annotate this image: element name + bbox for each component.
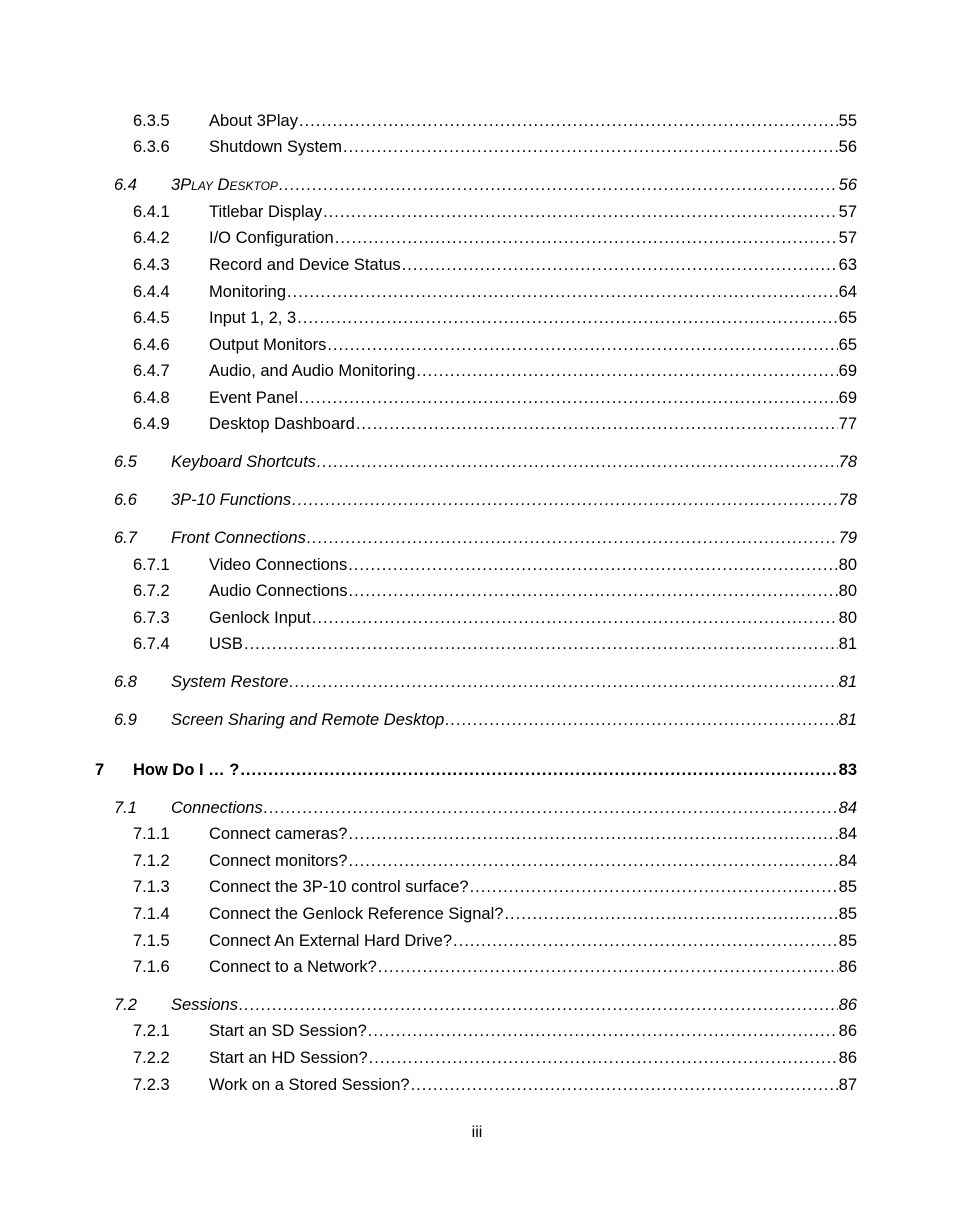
toc-entry-page: 80 bbox=[838, 556, 857, 574]
toc-entry-page: 56 bbox=[838, 176, 857, 194]
dot-leader bbox=[343, 137, 838, 157]
toc-entry-title: Start an SD Session? bbox=[209, 1022, 367, 1040]
toc-entry[interactable] bbox=[133, 335, 857, 355]
toc-entry-number: 6.4 bbox=[114, 176, 137, 194]
dot-leader bbox=[292, 490, 837, 510]
dot-leader bbox=[299, 111, 838, 131]
toc-entry-page: 65 bbox=[838, 336, 857, 354]
toc-entry-page: 65 bbox=[838, 309, 857, 327]
toc-entry[interactable] bbox=[133, 1021, 857, 1041]
toc-entry-number: 7.2.1 bbox=[133, 1022, 170, 1040]
toc-entry-page: 55 bbox=[838, 112, 857, 130]
toc-entry[interactable] bbox=[133, 137, 857, 157]
toc-entry-title: Event Panel bbox=[209, 389, 298, 407]
dot-leader bbox=[287, 282, 838, 302]
toc-entry-title: Audio, and Audio Monitoring bbox=[209, 362, 416, 380]
toc-entry[interactable] bbox=[133, 581, 857, 601]
toc-entry-title: USB bbox=[209, 635, 243, 653]
toc-entry-number: 6.3.5 bbox=[133, 112, 170, 130]
toc-entry[interactable] bbox=[114, 490, 857, 510]
toc-entry[interactable] bbox=[114, 672, 857, 692]
toc-entry-page: 84 bbox=[838, 852, 857, 870]
dot-leader bbox=[299, 388, 838, 408]
toc-entry-page: 85 bbox=[838, 905, 857, 923]
page-number: iii bbox=[471, 1124, 483, 1141]
dot-leader bbox=[445, 710, 837, 730]
toc-entry-number: 6.8 bbox=[114, 673, 137, 691]
toc-entry-title: Desktop Dashboard bbox=[209, 415, 355, 433]
toc-entry[interactable] bbox=[114, 175, 857, 195]
dot-leader bbox=[323, 202, 838, 222]
toc-entry[interactable] bbox=[133, 957, 857, 977]
toc-entry-number: 6.6 bbox=[114, 491, 137, 509]
toc-entry[interactable] bbox=[114, 995, 857, 1015]
toc-entry-title: Connect monitors? bbox=[209, 852, 348, 870]
toc-entry[interactable] bbox=[133, 361, 857, 381]
toc-entry-page: 69 bbox=[838, 362, 857, 380]
dot-leader bbox=[297, 308, 837, 328]
toc-entry-page: 78 bbox=[838, 453, 857, 471]
toc-entry-page: 79 bbox=[838, 529, 857, 547]
toc-entry-title: About 3Play bbox=[209, 112, 298, 130]
toc-entry-title: 3Play Desktop bbox=[171, 176, 278, 194]
toc-entry-title: 3P-10 Functions bbox=[171, 491, 292, 509]
toc-entry-page: 85 bbox=[838, 878, 857, 896]
toc-entry-title: Work on a Stored Session? bbox=[209, 1076, 410, 1094]
toc-entry[interactable] bbox=[133, 634, 857, 654]
toc-entry-number: 7.2.2 bbox=[133, 1049, 170, 1067]
toc-entry-title: Titlebar Display bbox=[209, 203, 323, 221]
toc-entry-title: Connect cameras? bbox=[209, 825, 348, 843]
toc-entry-number: 6.7.3 bbox=[133, 609, 170, 627]
toc-entry-page: 86 bbox=[838, 958, 857, 976]
dot-leader bbox=[349, 581, 838, 601]
toc-entry-number: 7.2 bbox=[114, 996, 137, 1014]
toc-entry-title: Connect the 3P-10 control surface? bbox=[209, 878, 469, 896]
toc-entry-page: 86 bbox=[838, 1049, 857, 1067]
toc-entry-number: 7 bbox=[95, 761, 105, 779]
toc-entry-title: Connect An External Hard Drive? bbox=[209, 932, 453, 950]
dot-leader bbox=[239, 995, 838, 1015]
toc-entry[interactable] bbox=[133, 877, 857, 897]
toc-entry-page: 81 bbox=[838, 673, 857, 691]
toc-entry-page: 56 bbox=[838, 138, 857, 156]
toc-entry-title: I/O Configuration bbox=[209, 229, 334, 247]
toc-entry-page: 57 bbox=[838, 229, 857, 247]
dot-leader bbox=[289, 672, 837, 692]
dot-leader bbox=[416, 361, 837, 381]
toc-entry[interactable] bbox=[133, 904, 857, 924]
toc-entry-page: 83 bbox=[838, 761, 857, 779]
toc-entry-number: 6.7.4 bbox=[133, 635, 170, 653]
toc-entry-number: 7.1.5 bbox=[133, 932, 170, 950]
toc-entry-title: Connect the Genlock Reference Signal? bbox=[209, 905, 504, 923]
toc-entry[interactable] bbox=[133, 111, 857, 131]
toc-entry-page: 77 bbox=[838, 415, 857, 433]
toc-entry-page: 86 bbox=[838, 996, 857, 1014]
toc-entry-page: 84 bbox=[838, 799, 857, 817]
dot-leader bbox=[307, 528, 838, 548]
dot-leader bbox=[244, 634, 838, 654]
toc-entry-title: System Restore bbox=[171, 673, 289, 691]
toc-entry-page: 87 bbox=[838, 1076, 857, 1094]
toc-entry-number: 6.7.2 bbox=[133, 582, 170, 600]
dot-leader bbox=[411, 1075, 838, 1095]
toc-entry[interactable] bbox=[133, 228, 857, 248]
toc-entry-number: 6.4.8 bbox=[133, 389, 170, 407]
toc-entry[interactable] bbox=[133, 414, 857, 434]
toc-entry-number: 7.1.3 bbox=[133, 878, 170, 896]
toc-entry[interactable] bbox=[133, 308, 857, 328]
toc-entry-number: 7.1.2 bbox=[133, 852, 170, 870]
dot-leader bbox=[349, 824, 838, 844]
toc-entry[interactable] bbox=[114, 798, 857, 818]
toc-entry-number: 7.1.1 bbox=[133, 825, 170, 843]
toc-entry-page: 84 bbox=[838, 825, 857, 843]
toc-entry-title: Video Connections bbox=[209, 556, 348, 574]
toc-entry[interactable] bbox=[133, 931, 857, 951]
toc-entry-title: Sessions bbox=[171, 996, 238, 1014]
dot-leader bbox=[453, 931, 838, 951]
toc-entry-page: 80 bbox=[838, 582, 857, 600]
toc-entry-page: 63 bbox=[838, 256, 857, 274]
dot-leader bbox=[378, 957, 838, 977]
toc-entry-number: 6.7 bbox=[114, 529, 137, 547]
toc-entry[interactable] bbox=[133, 851, 857, 871]
dot-leader bbox=[327, 335, 837, 355]
toc-entry-number: 6.3.6 bbox=[133, 138, 170, 156]
toc-entry-number: 7.2.3 bbox=[133, 1076, 170, 1094]
toc-entry-page: 86 bbox=[838, 1022, 857, 1040]
toc-entry-title: Audio Connections bbox=[209, 582, 348, 600]
toc-entry[interactable] bbox=[133, 555, 857, 575]
toc-entry-number: 6.7.1 bbox=[133, 556, 170, 574]
dot-leader bbox=[240, 760, 837, 780]
dot-leader bbox=[504, 904, 837, 924]
toc-entry[interactable] bbox=[133, 1075, 857, 1095]
toc-entry[interactable] bbox=[133, 608, 857, 628]
dot-leader bbox=[356, 414, 838, 434]
toc-entry[interactable] bbox=[95, 760, 857, 780]
toc-entry-page: 69 bbox=[838, 389, 857, 407]
toc-entry-page: 78 bbox=[838, 491, 857, 509]
toc-entry-number: 6.4.7 bbox=[133, 362, 170, 380]
toc-entry-title: Keyboard Shortcuts bbox=[171, 453, 316, 471]
toc-entry-page: 57 bbox=[838, 203, 857, 221]
dot-leader bbox=[402, 255, 838, 275]
toc-entry-page: 80 bbox=[838, 609, 857, 627]
toc-entry-title: Start an HD Session? bbox=[209, 1049, 368, 1067]
toc-entry-page: 64 bbox=[838, 283, 857, 301]
toc-entry-title: Connections bbox=[171, 799, 263, 817]
toc-entry-title: Monitoring bbox=[209, 283, 287, 301]
toc-entry[interactable] bbox=[133, 282, 857, 302]
toc-entry-title: Record and Device Status bbox=[209, 256, 401, 274]
toc-entry-number: 6.4.1 bbox=[133, 203, 170, 221]
toc-entry-number: 7.1.4 bbox=[133, 905, 170, 923]
dot-leader bbox=[348, 555, 837, 575]
toc-entry-number: 6.4.4 bbox=[133, 283, 170, 301]
toc-entry[interactable] bbox=[114, 452, 857, 472]
toc-entry-title: Connect to a Network? bbox=[209, 958, 377, 976]
toc-entry-number: 7.1 bbox=[114, 799, 137, 817]
toc-entry[interactable] bbox=[133, 824, 857, 844]
dot-leader bbox=[317, 452, 838, 472]
dot-leader bbox=[470, 877, 838, 897]
toc-entry-number: 6.4.6 bbox=[133, 336, 170, 354]
toc-entry[interactable] bbox=[133, 1048, 857, 1068]
toc-entry-title: Output Monitors bbox=[209, 336, 327, 354]
toc-entry-number: 6.5 bbox=[114, 453, 137, 471]
toc-entry-title: Screen Sharing and Remote Desktop bbox=[171, 711, 445, 729]
toc-entry-page: 81 bbox=[838, 635, 857, 653]
toc-entry-number: 6.4.5 bbox=[133, 309, 170, 327]
toc-entry-title: Genlock Input bbox=[209, 609, 311, 627]
dot-leader bbox=[368, 1021, 838, 1041]
toc-entry-title: Shutdown System bbox=[209, 138, 342, 156]
dot-leader bbox=[279, 175, 838, 195]
toc-entry[interactable] bbox=[133, 202, 857, 222]
dot-leader bbox=[349, 851, 838, 871]
dot-leader bbox=[312, 608, 838, 628]
toc-entry-page: 81 bbox=[838, 711, 857, 729]
toc-entry-title: How Do I … ? bbox=[133, 761, 240, 779]
toc-entry-title: Front Connections bbox=[171, 529, 306, 547]
dot-leader bbox=[264, 798, 838, 818]
dot-leader bbox=[369, 1048, 838, 1068]
toc-entry[interactable] bbox=[114, 710, 857, 730]
toc-entry-number: 6.4.3 bbox=[133, 256, 170, 274]
toc-entry-number: 7.1.6 bbox=[133, 958, 170, 976]
dot-leader bbox=[335, 228, 838, 248]
toc-entry-number: 6.9 bbox=[114, 711, 137, 729]
toc-entry[interactable] bbox=[133, 388, 857, 408]
toc-entry-page: 85 bbox=[838, 932, 857, 950]
toc-entry[interactable] bbox=[114, 528, 857, 548]
toc-entry[interactable] bbox=[133, 255, 857, 275]
toc-entry-number: 6.4.2 bbox=[133, 229, 170, 247]
toc-entry-title: Input 1, 2, 3 bbox=[209, 309, 297, 327]
toc-entry-number: 6.4.9 bbox=[133, 415, 170, 433]
